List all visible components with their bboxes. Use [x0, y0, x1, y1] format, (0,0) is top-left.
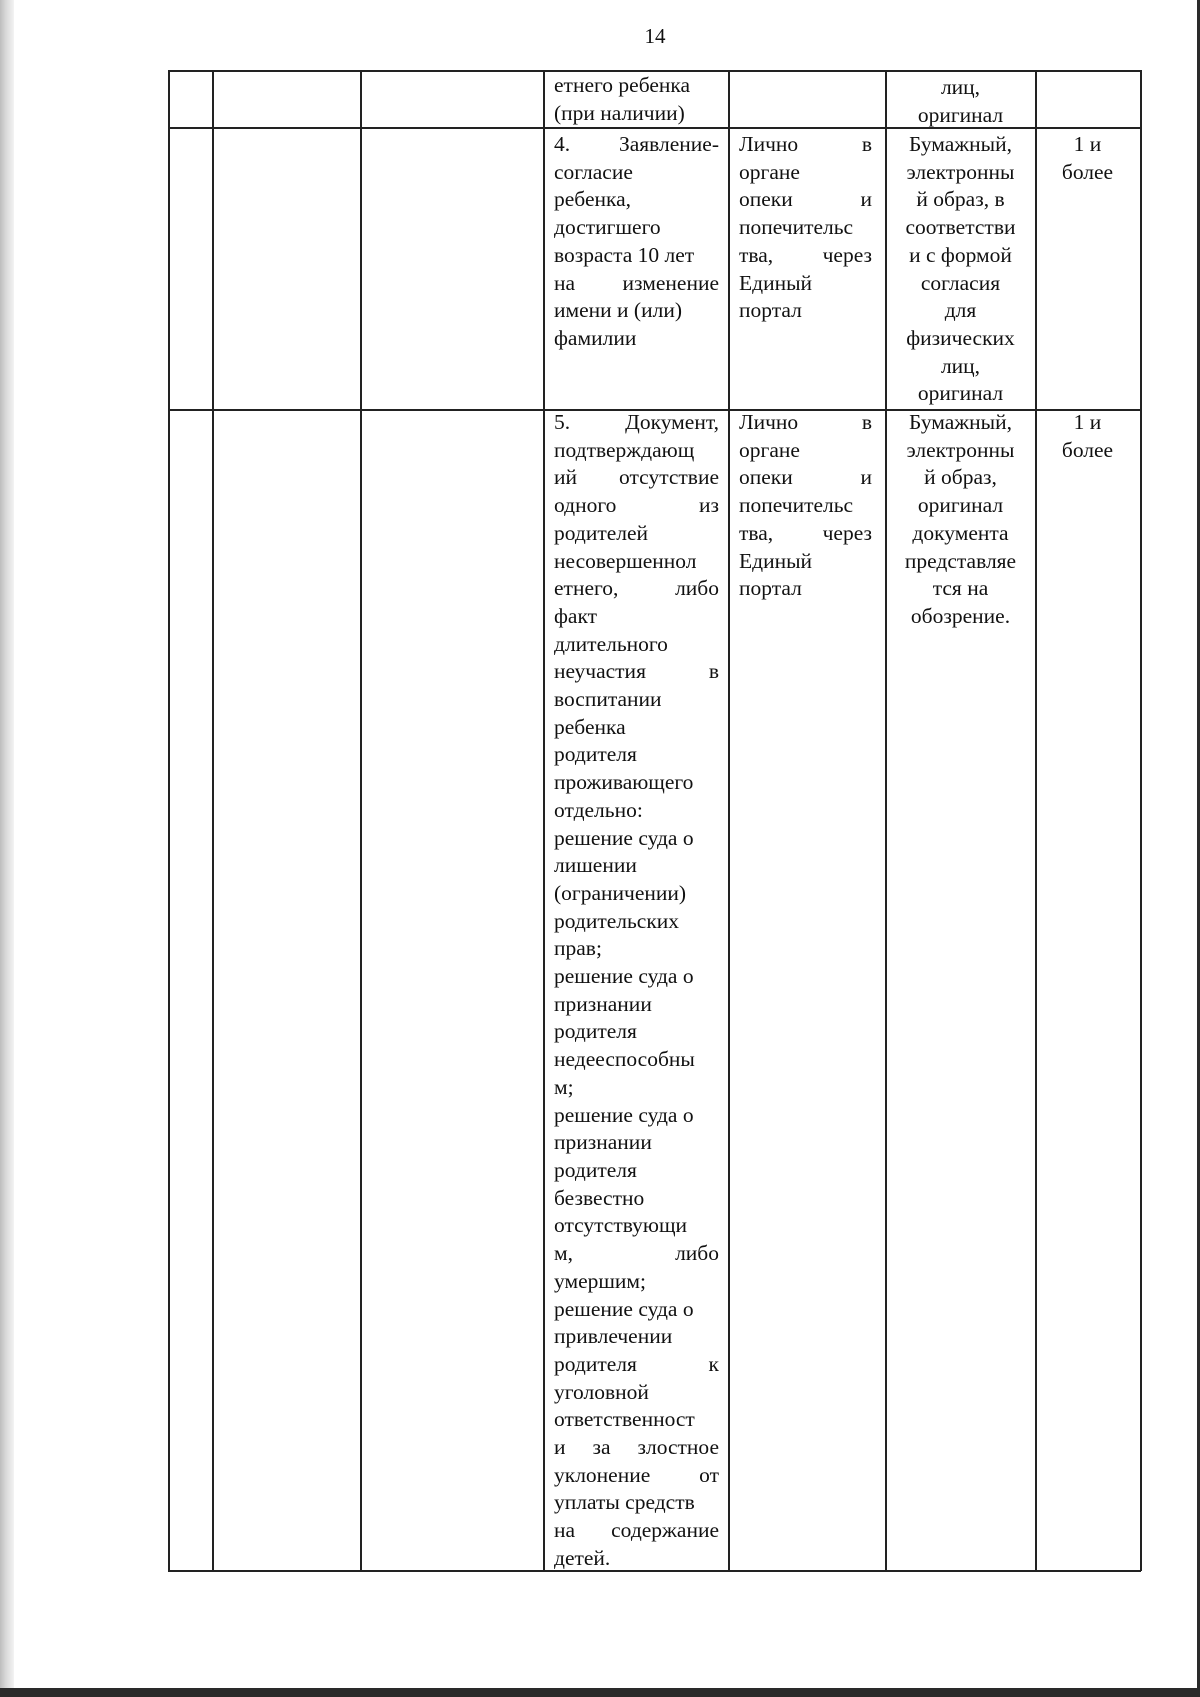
cell-line: имени и (или): [554, 298, 682, 323]
cell-line: опеки и: [739, 187, 872, 212]
cell-line: решение суда о: [554, 1102, 694, 1127]
cell-line: одного из: [554, 493, 719, 518]
table-col-line-1: [168, 70, 170, 1571]
cell-line: и с формой: [909, 242, 1012, 267]
cell-line: признании: [554, 991, 652, 1016]
cell-line: портал: [739, 298, 802, 323]
row2-quantity-cell: [1037, 409, 1138, 464]
cell-line: (при наличии): [554, 100, 685, 125]
cell-line: родителя: [554, 1157, 637, 1182]
cell-line: оригинал: [917, 381, 1004, 406]
row1-submission-cell: [739, 131, 872, 325]
cell-line: решение суда о: [554, 1296, 694, 1321]
cell-line: родителя: [554, 742, 637, 767]
cell-line: несовершеннол: [554, 548, 697, 573]
cell-line: Единый: [739, 270, 813, 295]
cell-line: электронны: [906, 159, 1015, 184]
row2-document-cell: [554, 409, 719, 1573]
cell-line: решение суда о: [554, 964, 694, 989]
cell-line: тва, через: [739, 520, 872, 545]
cell-line: етнего ребенка: [554, 73, 691, 97]
cell-line: воспитании: [554, 687, 662, 712]
cell-line: (ограничении): [554, 880, 687, 905]
cell-line: длительного: [554, 631, 668, 656]
scan-left-edge: [0, 0, 14, 1697]
cell-line: отдельно:: [554, 797, 643, 822]
cell-line: фамилии: [554, 325, 637, 350]
cell-line: прав;: [554, 936, 602, 961]
cell-line: на изменение: [554, 270, 719, 295]
cell-line: Единый: [739, 548, 813, 573]
cell-line: тва, через: [739, 242, 872, 267]
cell-line: м, либо: [554, 1241, 719, 1266]
cell-line: органе: [739, 159, 800, 184]
cell-line: недееспособны: [554, 1047, 695, 1072]
cell-line: портал: [739, 576, 802, 601]
cell-line: родителей: [554, 520, 649, 545]
cell-line: привлечении: [554, 1324, 673, 1349]
table-col-line-6: [885, 70, 887, 1571]
table-col-line-8: [1140, 70, 1142, 1571]
row0-format-cell: [888, 74, 1033, 129]
cell-line: Бумажный,: [909, 410, 1012, 434]
cell-line: родителя: [554, 1019, 637, 1044]
cell-line: Лично в: [739, 410, 872, 434]
cell-line: признании: [554, 1130, 652, 1155]
cell-line: электронны: [906, 437, 1015, 462]
cell-line: согласие: [554, 159, 633, 184]
cell-line: подтверждающ: [554, 437, 695, 462]
cell-line: более: [1061, 159, 1114, 184]
cell-line: на содержание: [554, 1518, 719, 1543]
cell-line: решение суда о: [554, 825, 694, 850]
cell-line: лишении: [554, 853, 637, 878]
scan-bottom-edge: [0, 1688, 1200, 1697]
cell-line: возраста 10 лет: [554, 242, 695, 267]
row1-document-cell: [554, 131, 719, 353]
cell-line: й образ, в: [916, 187, 1005, 212]
cell-line: лиц,: [940, 75, 981, 99]
scan-artifact: [490, 0, 700, 8]
row1-format-cell: [888, 131, 1033, 408]
cell-line: безвестно: [554, 1185, 645, 1210]
cell-line: попечительс: [739, 493, 854, 518]
cell-line: соответстви: [905, 215, 1016, 240]
cell-line: физических: [906, 325, 1015, 350]
cell-line: проживающего: [554, 770, 694, 795]
cell-line: тся на: [932, 576, 989, 601]
cell-line: Бумажный,: [909, 132, 1012, 156]
cell-line: согласия: [920, 270, 1001, 295]
cell-line: ребенка,: [554, 187, 632, 212]
cell-line: 1 и: [1073, 132, 1102, 156]
cell-line: неучастия в: [554, 659, 719, 684]
cell-line: отсутствующи: [554, 1213, 688, 1238]
cell-line: оригинал: [917, 493, 1004, 518]
table-col-line-2: [212, 70, 214, 1571]
cell-line: попечительс: [739, 215, 854, 240]
cell-line: детей.: [554, 1545, 611, 1570]
cell-line: м;: [554, 1074, 574, 1099]
cell-line: ребенка: [554, 714, 626, 739]
cell-line: для: [944, 298, 977, 323]
cell-line: уклонение от: [554, 1462, 719, 1487]
cell-line: и за злостное: [554, 1435, 719, 1460]
cell-line: ий отсутствие: [554, 465, 719, 490]
cell-line: родительских: [554, 908, 680, 933]
cell-line: органе: [739, 437, 800, 462]
page-number: 14: [644, 24, 666, 48]
table-col-line-5: [728, 70, 730, 1571]
cell-line: 4. Заявление-: [554, 132, 719, 156]
cell-line: достигшего: [554, 215, 661, 240]
cell-line: 1 и: [1073, 410, 1102, 434]
cell-line: й образ,: [924, 465, 997, 490]
cell-line: етнего, либо: [554, 576, 719, 601]
cell-line: умершим;: [554, 1268, 647, 1293]
row2-submission-cell: [739, 409, 872, 603]
cell-line: оригинал: [917, 102, 1004, 127]
table-col-line-7: [1035, 70, 1037, 1571]
cell-line: представляе: [904, 548, 1017, 573]
cell-line: 5. Документ,: [554, 410, 719, 434]
cell-line: уплаты средств: [554, 1490, 695, 1515]
cell-line: обозрение.: [910, 603, 1011, 628]
cell-line: ответственност: [554, 1407, 695, 1432]
row1-quantity-cell: [1037, 131, 1138, 186]
cell-line: документа: [912, 520, 1009, 545]
cell-line: уголовной: [554, 1379, 649, 1404]
cell-line: факт: [554, 603, 598, 628]
cell-line: опеки и: [739, 465, 872, 490]
table-col-line-4: [543, 70, 545, 1571]
cell-line: лиц,: [940, 353, 981, 378]
row0-document-cell: [554, 72, 719, 127]
cell-line: более: [1061, 437, 1114, 462]
cell-line: родителя к: [554, 1351, 719, 1376]
row2-format-cell: [888, 409, 1033, 631]
cell-line: Лично в: [739, 132, 872, 156]
table-col-line-3: [360, 70, 362, 1571]
